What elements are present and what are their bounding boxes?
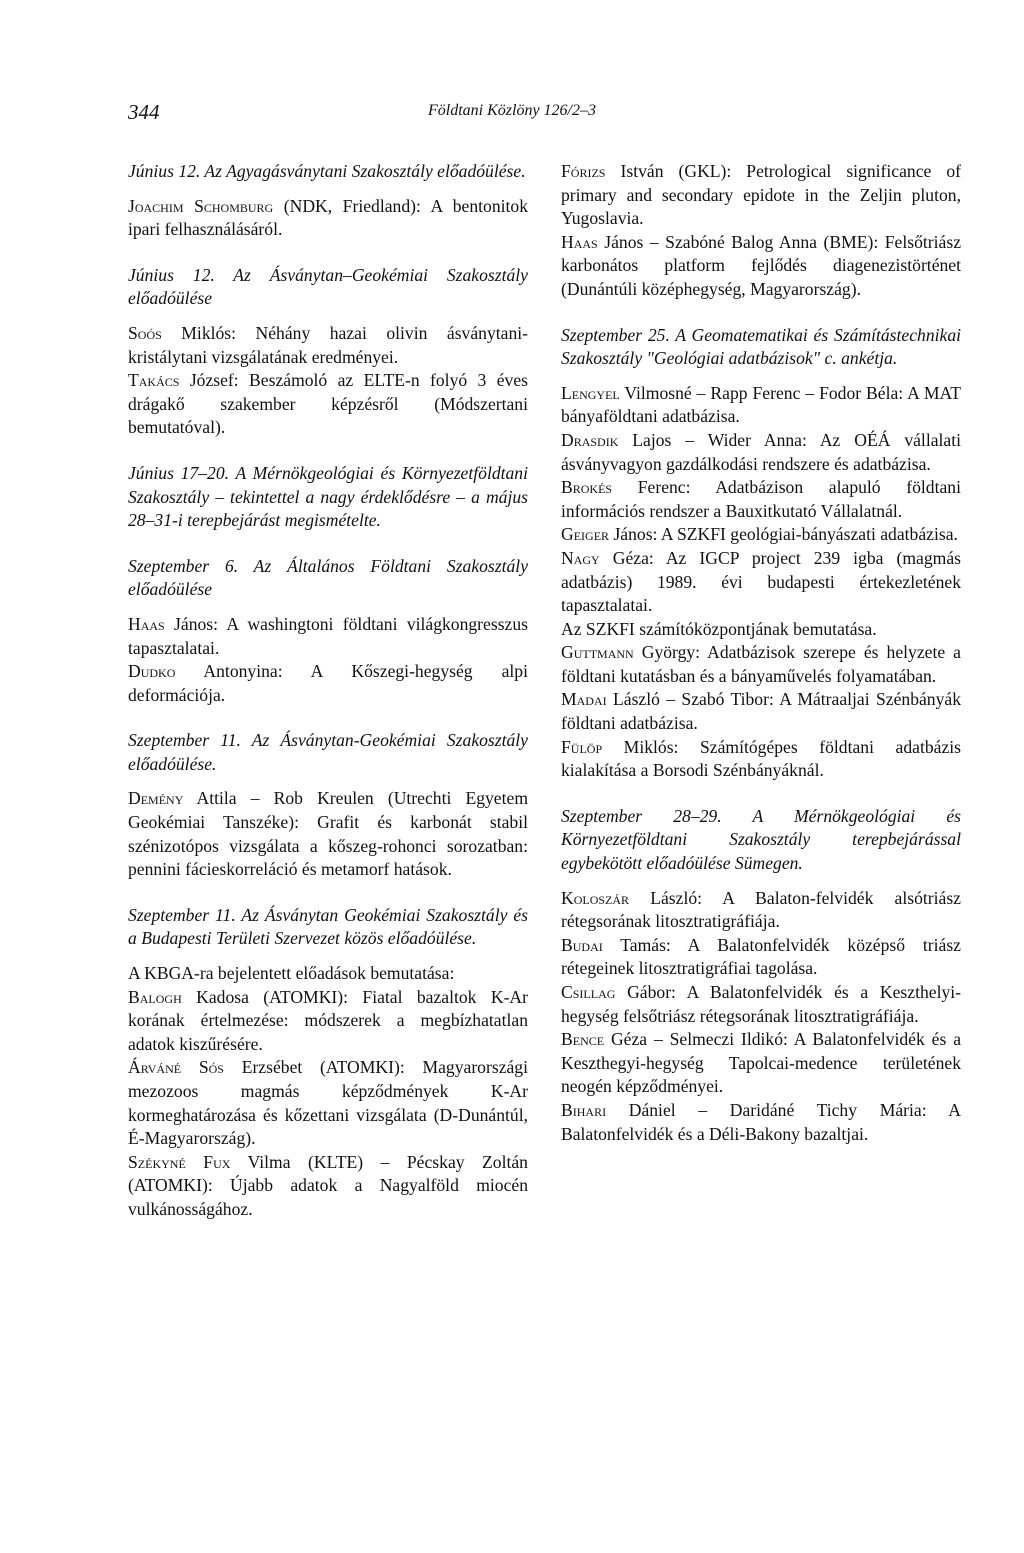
lecture-title: Miklós: Számítógépes földtani adatbázis kialakítása a Borsodi Szénbányáknál. — [561, 736, 961, 781]
lecture-title: Attila – Rob Kreulen (Utrechti Egyetem Geokémiai Tanszéke): Grafit és karbonát stabil szénizotópos vizsgálata a kőszeg-rohonci sorozatban: pennini fácieskorreláció és metamorf hatások. — [128, 788, 528, 880]
speaker-surname: Fülöp — [561, 736, 603, 757]
lecture-title: János – Szabóné Balog Anna (BME): Felsőtriász karbonátos platform fejlődés diagenezistörténet (Dunántúli középhegység, Magyarország). — [561, 231, 961, 299]
speaker-surname: Geiger — [561, 524, 610, 545]
lecture-entry — [128, 322, 528, 369]
meeting-section — [128, 264, 528, 440]
meeting-heading: Szeptember 6. Az Általános Földtani Szakosztály előadóülése — [128, 555, 528, 600]
lecture-entry — [561, 476, 961, 523]
lecture-title: Az SZKFI számítóközpontjának bemutatása. — [561, 618, 877, 639]
lecture-entry — [561, 981, 961, 1028]
lecture-entry — [128, 1151, 528, 1222]
meeting-heading: Június 12. Az Ásványtan–Geokémiai Szakosztály előadóülése — [128, 264, 528, 309]
meeting-heading: Június 12. Az Agyagásványtani Szakosztály előadóülése. — [128, 161, 526, 181]
speaker-surname: Budai — [561, 934, 603, 955]
lecture-title: Ferenc: Adatbázison alapuló földtani információs rendszer a Bauxitkutató Vállalatnál. — [561, 477, 961, 521]
lecture-entry — [561, 1099, 961, 1146]
lecture-title: Kadosa (ATOMKI): Fiatal bazaltok K-Ar korának értelmezése: módszerek a megbízhatatlan adatok kiszűrésére. — [128, 986, 528, 1054]
lecture-title: János: A SZKFI geológiai-bányászati adatbázisa. — [609, 524, 958, 545]
meeting-heading: Szeptember 11. Az Ásványtan-Geokémiai Szakosztály előadóülése. — [128, 730, 528, 774]
lecture-title: György: Adatbázisok szerepe és helyzete a földtani kutatásban és a bányaművelés folyamatában. — [561, 642, 961, 686]
lecture-title: Miklós: Néhány hazai olivin ásványtani-kristálytani vizsgálatának eredményei. — [128, 322, 528, 367]
lecture-entry — [128, 962, 528, 986]
right-column — [561, 160, 961, 1168]
lecture-title: István (GKL): Petrological significance of primary and secondary epidote in the Zeljin pluton, Yugoslavia. — [561, 161, 961, 229]
lecture-title: Lajos – Wider Anna: Az OÉÁ vállalati ásványvagyon gazdálkodási rendszere és adatbázisa. — [561, 429, 961, 474]
lecture-entry — [561, 382, 961, 429]
speaker-surname: Brokés — [561, 477, 613, 498]
journal-title: Földtani Közlöny 126/2–3 — [428, 102, 596, 119]
lecture-title: János: A washingtoni földtani világkongresszus tapasztalatai. — [128, 613, 528, 658]
lecture-title: László – Szabó Tibor: A Mátraaljai Szénbányák földtani adatbázisa. — [561, 689, 961, 734]
lecture-title: A KBGA-ra bejelentett előadások bemutatása: — [128, 963, 455, 984]
lecture-entry — [128, 195, 528, 242]
meeting-section — [128, 729, 528, 882]
lecture-title: Gábor: A Balatonfelvidék és a Keszthelyi-hegység felsőtriász rétegsorának litosztratigráfiája. — [561, 982, 961, 1026]
speaker-surname: Székyné Fux — [128, 1151, 231, 1172]
lecture-title: Vilmosné – Rapp Ferenc – Fodor Béla: A MAT bányaföldtani adatbázisa. — [561, 382, 961, 427]
lecture-entry — [561, 160, 961, 231]
meeting-section — [561, 324, 961, 783]
speaker-surname: Drasdik — [561, 429, 619, 450]
lecture-entry — [561, 231, 961, 302]
meeting-section — [561, 805, 961, 1146]
lecture-entry — [561, 641, 961, 688]
speaker-surname: Fórizs — [561, 161, 606, 181]
meeting-section — [128, 160, 528, 242]
speaker-surname: Takács — [128, 370, 180, 391]
speaker-surname: Dudko — [128, 661, 176, 682]
meeting-heading: Szeptember 28–29. A Mérnökgeológiai és Környezetföldtani Szakosztály terepbejárással egybekötött előadóülése Sümegen. — [561, 805, 961, 874]
speaker-surname: Balogh — [128, 986, 182, 1007]
speaker-surname: Nagy — [561, 547, 600, 568]
lecture-entry — [561, 1028, 961, 1099]
speaker-surname: Csillag — [561, 982, 616, 1002]
speaker-surname: Joachim Schomburg — [128, 195, 274, 216]
lecture-entry — [128, 986, 528, 1057]
lecture-title: Tamás: A Balatonfelvidék középső triász rétegeinek litosztratigráfiai tagolása. — [561, 934, 961, 979]
lecture-entry — [128, 1056, 528, 1150]
lecture-entry — [561, 523, 961, 547]
lecture-entry — [561, 934, 961, 981]
lecture-title: László: A Balaton-felvidék alsótriász rétegsorának litosztratigráfiája. — [561, 887, 961, 932]
meeting-heading: Szeptember 25. A Geomatematikai és Számítástechnikai Szakosztály "Geológiai adatbázisok" c. ankétja. — [561, 324, 961, 369]
lecture-entry — [561, 887, 961, 934]
lecture-entry — [561, 547, 961, 618]
lecture-title: Antonyina: A Kőszegi-hegység alpi deformációja. — [128, 661, 528, 705]
meeting-section — [128, 555, 528, 708]
speaker-surname: Haas — [128, 613, 165, 634]
speaker-surname: Haas — [561, 231, 598, 252]
lecture-title: (NDK, Friedland): A bentonitok ipari felhasználásáról. — [128, 195, 528, 240]
lecture-entry — [561, 736, 961, 783]
page-number: 344 — [128, 100, 160, 124]
lecture-entry — [561, 429, 961, 476]
lecture-title: Géza – Selmeczi Ildikó: A Balatonfelvidék és a Keszthegyi-hegység Tapolcai-medence területének neogén képződményei. — [561, 1029, 961, 1097]
meeting-section — [128, 462, 528, 533]
lecture-title: Géza: Az IGCP project 239 igba (magmás adatbázis) 1989. évi budapesti értekezletének tapasztalatai. — [561, 547, 961, 616]
lecture-entry — [128, 660, 528, 707]
lecture-entry — [128, 613, 528, 660]
lecture-entry — [128, 787, 528, 881]
speaker-surname: Guttmann — [561, 642, 634, 663]
lecture-title: Erzsébet (ATOMKI): Magyarországi mezozoos magmás képződmények K-Ar kormeghatározása és kőzettani vizsgálata (D-Dunántúl, É-Magyarország). — [128, 1057, 528, 1149]
lecture-entry — [128, 369, 528, 440]
page-header — [128, 100, 896, 130]
lecture-title: József: Beszámoló az ELTE-n folyó 3 éves drágakő szakember képzésről (Módszertani bemutatóval). — [128, 370, 528, 438]
meeting-heading: Szeptember 11. Az Ásványtan Geokémiai Szakosztály és a Budapesti Területi Szervezet közös előadóülése. — [128, 904, 528, 949]
speaker-surname: Koloszár — [561, 887, 630, 908]
speaker-surname: Soós — [128, 322, 162, 343]
meeting-section — [128, 904, 528, 1222]
speaker-surname: Lengyel — [561, 382, 620, 403]
left-column — [128, 160, 528, 1244]
lecture-title: Vilma (KLTE) – Pécskay Zoltán (ATOMKI): Újabb adatok a Nagyalföld miocén vulkánosságához. — [128, 1151, 528, 1219]
speaker-surname: Bence — [561, 1029, 605, 1050]
speaker-surname: Árváné Sós — [128, 1057, 224, 1078]
meeting-heading: Június 17–20. A Mérnökgeológiai és Környezetföldtani Szakosztály – tekintettel a nagy érdeklődésre – a május 28–31-i terepbejárást megismételte. — [128, 462, 528, 531]
lecture-entry — [561, 688, 961, 735]
speaker-surname: Bihari — [561, 1099, 607, 1120]
speaker-surname: Madai — [561, 689, 607, 710]
meeting-section — [561, 160, 961, 302]
lecture-title: Dániel – Daridáné Tichy Mária: A Balatonfelvidék és a Déli-Bakony bazaltjai. — [561, 1099, 961, 1144]
lecture-entry — [561, 618, 961, 642]
speaker-surname: Demény — [128, 788, 184, 809]
